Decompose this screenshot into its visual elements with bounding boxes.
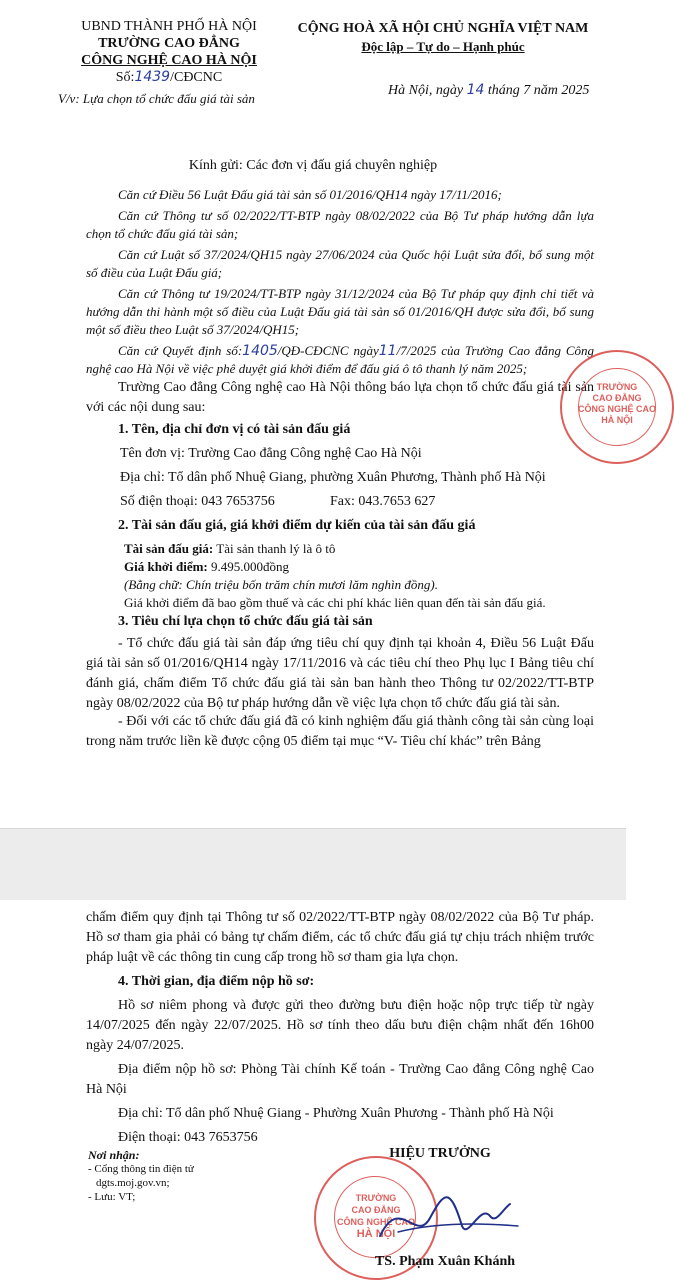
org-line-2: TRƯỜNG CAO ĐẲNG [98, 36, 240, 51]
basis-4: Căn cứ Thông tư 19/2024/TT-BTP ngày 31/12/2024 của Bộ Tư pháp quy định chi tiết và hướng dẫn thi hành một số điều của Luật Đấu giá tài sản số 01/2016/QH được sửa đổi, bổ sung một số điều theo Luật số 37/2024/QH15; [86, 286, 594, 337]
unit-fax: Fax: 043.7653 627 [330, 494, 436, 509]
submission-time: Hồ sơ niêm phong và được gửi theo đường bưu điện hoặc nộp trực tiếp từ ngày 14/07/2025 đến ngày 22/07/2025. Hồ sơ tính theo dấu bưu điện chậm nhất đến 16h00 ngày 24/07/2025. [86, 998, 594, 1053]
document-page-2 [0, 900, 626, 1280]
org-line-1: UBND THÀNH PHỐ HÀ NỘI [81, 19, 257, 34]
submission-address: Địa chỉ: Tổ dân phố Nhuệ Giang - Phường Xuân Phương - Thành phố Hà Nội [118, 1106, 554, 1121]
section-3-title: 3. Tiêu chí lựa chọn tổ chức đấu giá tài sản [118, 614, 373, 629]
basis-5: Căn cứ Quyết định số:1405/QĐ-CĐCNC ngày11/7/2025 của Trường Cao đẳng Công nghệ cao Hà Nội về việc phê duyệt giá khởi điểm để đấu giá ô tô thanh lý năm 2025; [86, 343, 595, 376]
recipient-1-url: dgts.moj.gov.vn; [96, 1177, 170, 1189]
recipients-title: Nơi nhận: [88, 1148, 140, 1162]
decision-number-handwritten: 1405 [242, 343, 278, 359]
criteria-paragraph-1: - Tổ chức đấu giá tài sản đáp ứng tiêu chí quy định tại khoản 4, Điều 56 Luật Đấu giá tài sản số 01/2016/QH14 ngày 17/11/2016 và các tiêu chí theo Phụ lục I Bảng tiêu chí đánh giá, chấm điểm Tổ chức đấu giá tài sản ban hành theo Thông tư 02/2022/TT-BTP ngày 08/02/2022 của Bộ tư pháp hướng dẫn về việc lựa chọn tổ chức đấu giá tài sản. [86, 636, 594, 711]
basis-1: Căn cứ Điều 56 Luật Đấu giá tài sản số 01/2016/QH14 ngày 17/11/2016; [118, 187, 502, 202]
date-day-handwritten: 14 [466, 82, 485, 98]
intro-paragraph: Trường Cao đẳng Công nghệ cao Hà Nội thông báo lựa chọn tổ chức đấu giá tài sản với các nội dung sau: [86, 380, 594, 415]
basis-2: Căn cứ Thông tư số 02/2022/TT-BTP ngày 08/02/2022 của Bộ Tư pháp hướng dẫn lựa chọn tổ chức đấu giá tài sản; [86, 208, 594, 241]
unit-name: Tên đơn vị: Trường Cao đẳng Công nghệ Cao Hà Nội [120, 446, 422, 461]
price-in-words: (Bằng chữ: Chín triệu bốn trăm chín mươi lăm nghìn đồng). [124, 577, 438, 592]
addressee: Kính gửi: Các đơn vị đấu giá chuyên nghiệp [188, 158, 438, 173]
section-4-title: 4. Thời gian, địa điểm nộp hồ sơ: [118, 974, 315, 989]
submission-place: Địa điểm nộp hồ sơ: Phòng Tài chính Kế toán - Trường Cao đẳng Công nghệ Cao Hà Nội [86, 1062, 594, 1097]
price-note: Giá khởi điểm đã bao gồm thuế và các chi phí khác liên quan đến tài sản đấu giá. [124, 595, 546, 610]
criteria-paragraph-2: - Đối với các tổ chức đấu giá đã có kinh nghiệm đấu giá thành công tài sản cùng loại trong năm trước liền kề được cộng 05 điểm tại mục “V- Tiêu chí khác” trên Bảng [86, 714, 594, 749]
national-heading [290, 20, 596, 56]
recipient-2: - Lưu: VT; [88, 1191, 136, 1203]
org-line-3: CÔNG NGHỆ CAO HÀ NỘI [81, 53, 257, 68]
unit-phone: Số điện thoại: 043 7653756 [120, 494, 275, 509]
seal-stamp-edge: TRƯỜNG CAO ĐẲNG CÔNG NGHỆ CAO HÀ NỘI [560, 350, 674, 464]
date-line: Hà Nội, ngày 14 tháng 7 năm 2025 [388, 82, 590, 98]
motto: Độc lập – Tự do – Hạnh phúc [361, 39, 525, 54]
recipients [88, 1148, 288, 1204]
official-seal: TRƯỜNG CAO ĐẲNG CÔNG NGHỆ CAO HÀ NỘI [314, 1156, 438, 1280]
section-1-title: 1. Tên, địa chỉ đơn vị có tài sản đấu giá [118, 422, 351, 437]
document-number: Số:1439/CĐCNC [115, 69, 223, 85]
issuing-authority [58, 18, 280, 86]
recipient-1: - Cổng thông tin điện tử [88, 1163, 194, 1175]
start-price-line: Giá khởi điểm: 9.495.000đồng [124, 559, 290, 574]
section-2-title: 2. Tài sản đấu giá, giá khởi điểm dự kiến của tài sản đấu giá [118, 518, 476, 533]
handwritten-signature [370, 1174, 530, 1254]
signatory-name: TS. Phạm Xuân Khánh [374, 1254, 516, 1269]
document-number-handwritten: 1439 [134, 69, 171, 85]
decision-day-handwritten: 11 [378, 343, 397, 359]
unit-address: Địa chỉ: Tổ dân phố Nhuệ Giang, phường Xuân Phương, Thành phố Hà Nội [120, 470, 546, 485]
page-separator [0, 828, 626, 902]
basis-3: Căn cứ Luật số 37/2024/QH15 ngày 27/06/2024 của Quốc hội Luật sửa đổi, bổ sung một số điều của Luật Đấu giá; [86, 247, 594, 280]
nation-title: CỘNG HOÀ XÃ HỘI CHỦ NGHĨA VIỆT NAM [297, 21, 589, 36]
submission-phone: Điện thoại: 043 7653756 [118, 1130, 258, 1145]
criteria-paragraph-2-continued: chấm điểm quy định tại Thông tư số 02/2022/TT-BTP ngày 08/02/2022 của Bộ Tư pháp. Hồ sơ tham gia phải có bảng tự chấm điểm, các tổ chức đấu giá tự chịu trách nhiệm trước pháp luật về các thông tin cung cấp trong hồ sơ tham gia lựa chọn. [86, 910, 594, 965]
asset-line: Tài sản đấu giá: Tài sản thanh lý là ô tô [124, 541, 336, 556]
subject-line: V/v: Lựa chọn tổ chức đấu giá tài sản [58, 91, 255, 106]
legal-bases [86, 186, 594, 378]
signatory-title: HIỆU TRƯỞNG [389, 1146, 491, 1161]
